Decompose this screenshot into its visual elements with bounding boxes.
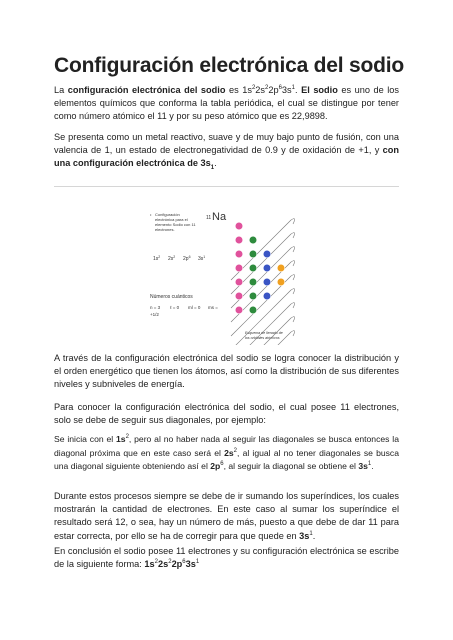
- orbital-dot-p: [249, 278, 257, 286]
- quantum-title: Números cuánticos: [150, 294, 193, 300]
- orbital-dot-s: [235, 306, 243, 314]
- diagonal-arrow-loop: [291, 261, 295, 266]
- figure-caption-line-2: los orbitales atómicos: [245, 336, 280, 340]
- diagonal-arrow-loop: [291, 317, 295, 322]
- orbital-label: $1s^2$: [153, 255, 161, 262]
- orbital-dot-p: [249, 236, 257, 244]
- orbital-dot-f: [277, 264, 285, 272]
- quantum-ms: ms =: [208, 305, 218, 310]
- orbital-dot-s: [235, 236, 243, 244]
- diagonal-arrow-loop: [291, 233, 295, 238]
- orbital-dot-d: [263, 278, 271, 286]
- diagonal-arrow-loop: [291, 303, 295, 308]
- figure-note-line-4: electrones.: [155, 227, 175, 232]
- page-title: Configuración electrónica del sodio: [54, 54, 405, 77]
- orbital-dot-p: [249, 264, 257, 272]
- orbital-dot-s: [235, 264, 243, 272]
- sum-paragraph: Durante estos procesos siempre se debe de ir sumando los superíndices, los cuales mostrarán la cantidad de electrones. En este caso al sumar los superíndice el resultado será 12, o sea, hay un número de más, puesto a que debe de dar 11 para estar correcta, por ello se ha de corregir para que quede en $3s^1$.: [54, 491, 399, 541]
- orbital-dot-s: [235, 222, 243, 230]
- figure-note-line-2: electrónica para el: [155, 217, 188, 222]
- orbital-dot-p: [249, 306, 257, 314]
- orbital-dot-p: [249, 292, 257, 300]
- figure-note-bullet: •: [150, 212, 152, 217]
- section-divider: [54, 186, 399, 187]
- intro-paragraph: La configuración electrónica del sodio es $1s^22s^22p^63s^1$. El sodio es uno de los elementos químicos que conforma la tabla periódica, el cual se distingue por tener como número atómico el 11 y por su peso atómico que es 22,9898.: [54, 84, 400, 122]
- figure-caption-line-1: Esquema de llenado de: [245, 331, 283, 335]
- orbital-dot-d: [263, 264, 271, 272]
- conclusion-paragraph: En conclusión el sodio posee 11 electrones y su configuración electrónica se escribe de la siguiente forma: $1s^22s^22p^63s^1$: [54, 546, 399, 570]
- orbital-label: $2p^6$: [183, 255, 191, 262]
- method-paragraph: Para conocer la configuración electrónica del sodio, el cual posee 11 electrones, solo se debe de seguir sus diagonales, por ejemplo:: [54, 402, 399, 426]
- element-symbol: Na: [212, 211, 227, 223]
- orbital-dot-d: [263, 250, 271, 258]
- orbital-dot-s: [235, 278, 243, 286]
- diagonal-arrow-loop: [291, 247, 295, 252]
- properties-paragraph: Se presenta como un metal reactivo, suave y de muy bajo punto de fusión, con una valencia de 1, un estado de electronegatividad de 0.9 y de oxidación de +1, y con una configuración electrónica de $3s_1$.: [54, 132, 399, 172]
- quantum-l: ℓ = 0: [170, 305, 180, 310]
- orbital-dot-s: [235, 250, 243, 258]
- figure-note-line-1: Configuración: [155, 212, 180, 217]
- orbital-dot-p: [249, 250, 257, 258]
- orbital-label: $3s^1$: [198, 255, 206, 262]
- orbital-dot-f: [277, 278, 285, 286]
- orbital-label: $2s^2$: [168, 255, 176, 262]
- distribution-paragraph: A través de la configuración electrónica del sodio se logra conocer la distribución y el orden energético que tienen los átomos, así como la distribución de sus diferentes niveles y subniveles de energía.: [54, 353, 399, 390]
- diagonal-arrow-loop: [291, 219, 295, 224]
- aufbau-diagram: [145, 200, 310, 345]
- diagonal-arrow-loop: [291, 289, 295, 294]
- orbital-dot-d: [263, 292, 271, 300]
- electron-configuration-figure: [145, 200, 310, 345]
- diagonal-arrow-loop: [291, 331, 295, 336]
- diagonal-arrow-loop: [291, 275, 295, 280]
- steps-paragraph: Se inicia con el $1s^2$, pero al no haber nada al seguir las diagonales se busca entonces la diagonal próxima que en este caso será el $2s^2$, al igual al no tener diagonales se busca una diagonal siguiente obteniendo así el $2p^6$, al seguir la diagonal se obtiene el $3s^1$.: [54, 434, 399, 472]
- orbital-dot-s: [235, 292, 243, 300]
- quantum-ms-value: +1/2: [150, 312, 159, 317]
- quantum-ml: ml = 0: [188, 305, 201, 310]
- quantum-n: n = 3: [150, 305, 161, 310]
- figure-note-line-3: elemento Sodio con 11: [155, 222, 196, 227]
- atomic-number: 11: [206, 215, 212, 221]
